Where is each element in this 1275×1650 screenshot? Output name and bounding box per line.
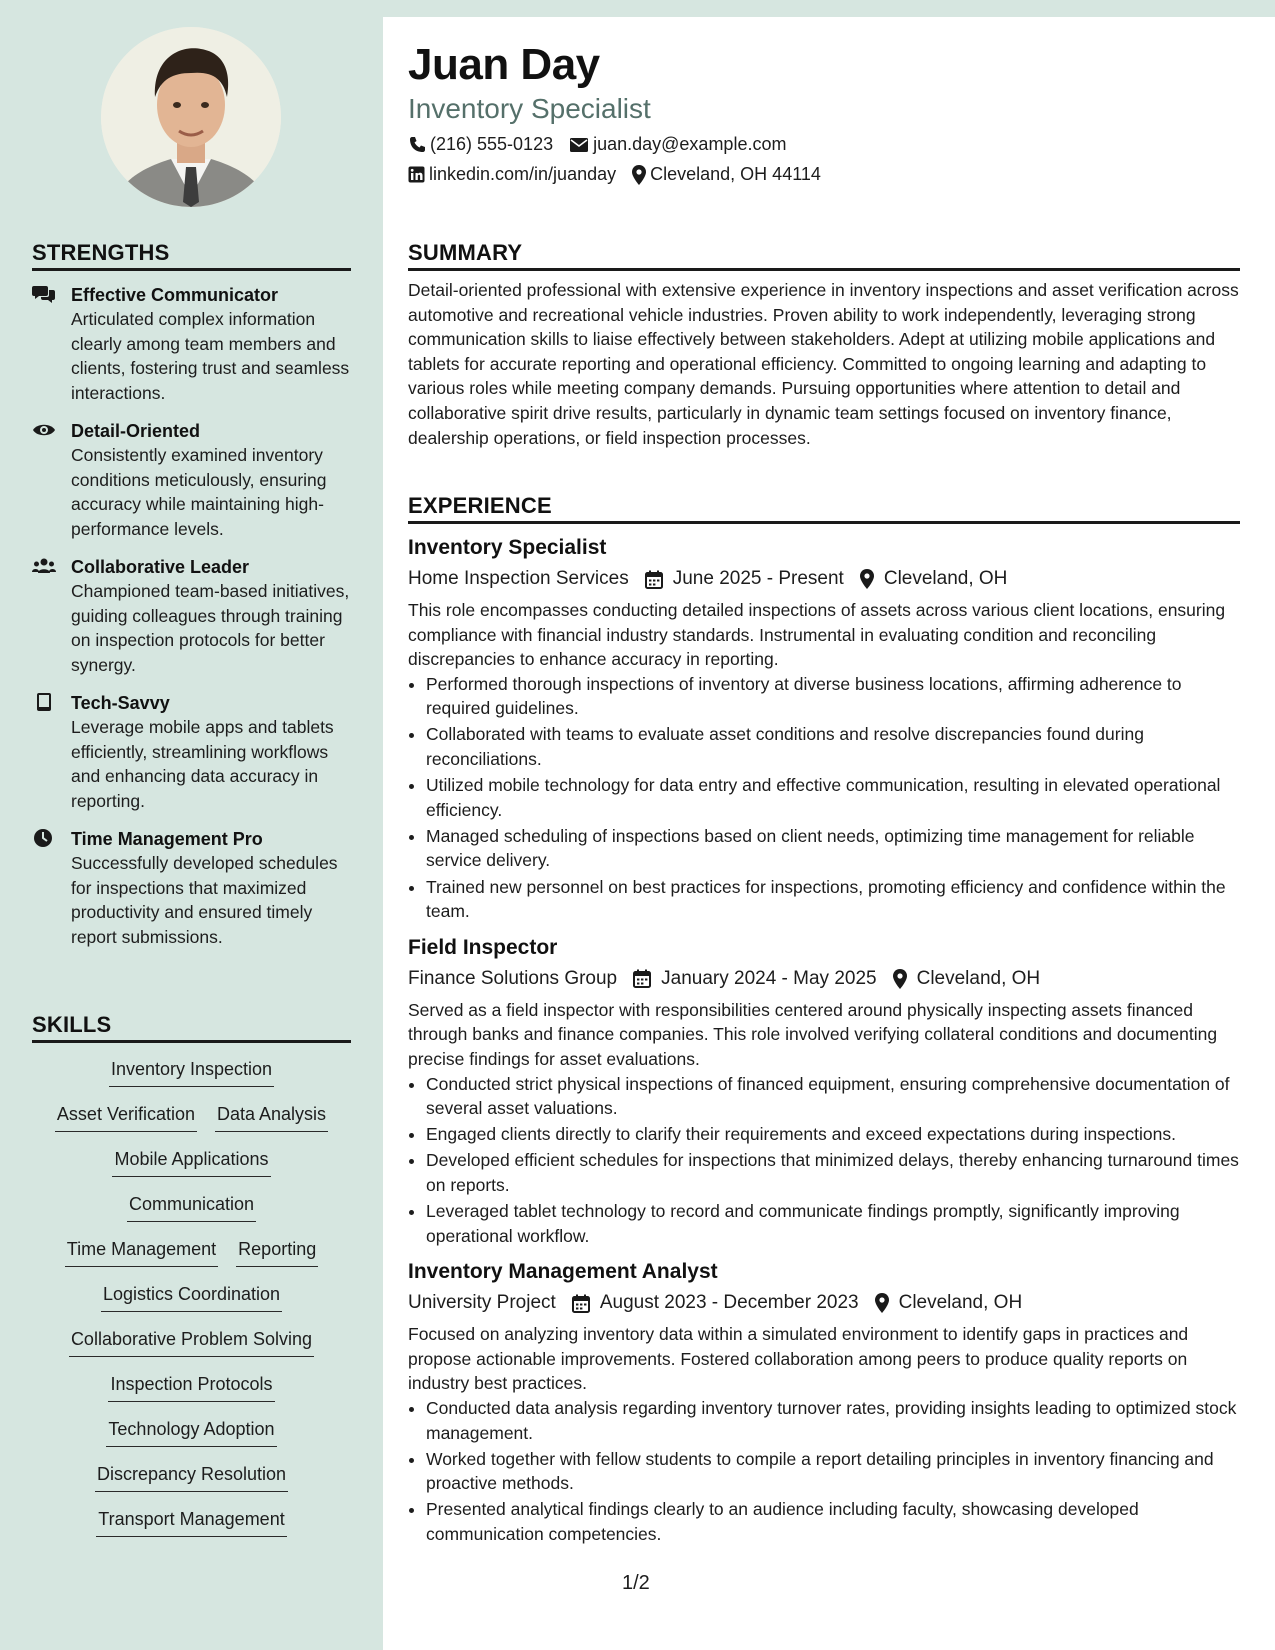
job-bullet: • Managed scheduling of inspections based on client needs, optimizing time management for reliable service delivery. xyxy=(426,824,1240,873)
contact-row-2 xyxy=(408,164,837,185)
location-contact xyxy=(632,164,821,185)
strength-item xyxy=(32,691,351,813)
job-bullet: • Engaged clients directly to clarify their requirements and exceed expectations during inspections. xyxy=(426,1122,1240,1147)
skill-tag: Collaborative Problem Solving xyxy=(69,1327,314,1357)
email-text[interactable]: juan.day@example.com xyxy=(593,134,787,154)
linkedin-contact[interactable] xyxy=(408,164,616,185)
skill-tag: Data Analysis xyxy=(215,1102,328,1132)
calendar-icon xyxy=(572,1294,590,1313)
job-bullets xyxy=(408,672,1240,924)
summary-text: Detail-oriented professional with extensive experience in inventory inspections and asset verification across automotive and recreational vehicle industries. Proven ability to work independently, leveraging strong communication skills to liaise effectively between stakeholders. Adept at utilizing mobile applications and tablets for accurate reporting and operational efficiency. Committed to ongoing learning and adapting to various roles while meeting company demands. Pursuing opportunities where attention to detail and collaborative spirit drive results, particularly in dynamic team settings focused on inventory finance, dealership operations, or field inspection processes. xyxy=(408,280,1239,448)
profile-photo xyxy=(101,27,281,207)
strength-title: Detail-Oriented xyxy=(71,421,201,441)
skill-tag: Transport Management xyxy=(96,1507,286,1537)
experience-heading: EXPERIENCE xyxy=(408,493,1240,524)
job-role: Field Inspector xyxy=(408,935,558,959)
eye-icon xyxy=(32,420,56,440)
job-bullet: • Presented analytical findings clearly to an audience including faculty, showcasing developed communication competencies. xyxy=(426,1497,1240,1546)
skills-list xyxy=(32,1057,351,1552)
job-dates: January 2024 - May 2025 xyxy=(661,967,877,989)
job-description: Focused on analyzing inventory data within a simulated environment to identify gaps in practices and propose actionable improvements. Fostered collaboration among peers to produce quality reports on industry best practices. xyxy=(408,1324,1189,1394)
strength-item xyxy=(32,827,351,949)
strength-item xyxy=(32,555,351,677)
envelope-icon xyxy=(569,137,589,153)
job-bullet: • Utilized mobile technology for data entry and effective communication, resulting in elevated operational efficiency. xyxy=(426,773,1240,822)
skill-tag: Technology Adoption xyxy=(106,1417,276,1447)
job-role: Inventory Specialist xyxy=(408,536,607,559)
skill-tag: Reporting xyxy=(236,1237,318,1267)
strength-title: Effective Communicator xyxy=(71,285,279,305)
summary-section xyxy=(408,240,1240,450)
job-bullet: • Performed thorough inspections of inventory at diverse business locations, affirming adherence to required guidelines. xyxy=(426,672,1240,721)
strength-description: Successfully developed schedules for inspections that maximized productivity and ensured timely report submissions. xyxy=(71,853,338,947)
email-contact[interactable] xyxy=(569,134,786,155)
location-text: Cleveland, OH 44114 xyxy=(650,164,821,184)
clock-icon xyxy=(32,828,56,848)
candidate-name: Juan Day xyxy=(408,40,600,89)
experience-section xyxy=(408,493,1240,1548)
strength-description: Consistently examined inventory conditions meticulously, ensuring accuracy while maintaining high-performance levels. xyxy=(71,445,327,539)
strength-item xyxy=(32,419,351,541)
job-bullet: • Conducted data analysis regarding inventory turnover rates, providing insights leading to optimized stock management. xyxy=(426,1396,1240,1445)
map-marker-icon xyxy=(893,969,907,989)
tablet-icon xyxy=(32,692,56,712)
calendar-icon xyxy=(645,570,663,589)
strength-description: Articulated complex information clearly among team members and clients, fostering trust and seamless interactions. xyxy=(71,309,350,403)
job-entry xyxy=(408,1258,1240,1546)
map-marker-icon xyxy=(875,1293,889,1313)
skill-tag: Inventory Inspection xyxy=(109,1057,274,1087)
job-bullet: • Trained new personnel on best practices for inspections, promoting efficiency and confidence within the team. xyxy=(426,875,1240,924)
phone-icon xyxy=(408,136,426,154)
phone-text: (216) 555-0123 xyxy=(430,134,554,154)
candidate-title: Inventory Specialist xyxy=(408,93,651,124)
strength-title: Tech-Savvy xyxy=(71,693,170,713)
job-meta xyxy=(408,1288,1240,1318)
skills-heading: SKILLS xyxy=(32,1012,351,1043)
skill-tag: Inspection Protocols xyxy=(108,1372,274,1402)
job-bullet: • Conducted strict physical inspections of financed equipment, ensuring comprehensive documentation of several asset valuations. xyxy=(426,1072,1240,1121)
strengths-list xyxy=(32,283,351,949)
skill-tag: Asset Verification xyxy=(55,1102,197,1132)
strength-title: Time Management Pro xyxy=(71,829,263,849)
job-bullet: • Collaborated with teams to evaluate asset conditions and resolve discrepancies found during reconciliations. xyxy=(426,722,1240,771)
job-meta xyxy=(408,964,1240,994)
job-dates: August 2023 - December 2023 xyxy=(599,1292,859,1314)
job-description: This role encompasses conducting detailed inspections of assets across various client locations, ensuring compliance with financial industry standards. Instrumental in evaluating condition and reconciling discrepancies to enhance accuracy in reporting. xyxy=(408,600,1226,670)
skill-tag: Mobile Applications xyxy=(112,1147,270,1177)
strength-description: Championed team-based initiatives, guiding colleagues through training on inspection protocols for better synergy. xyxy=(71,581,350,675)
job-location: Cleveland, OH xyxy=(916,967,1041,989)
job-entry xyxy=(408,934,1240,1248)
job-entry xyxy=(408,534,1240,924)
strength-title: Collaborative Leader xyxy=(71,557,250,577)
summary-heading: SUMMARY xyxy=(408,240,1240,271)
page-number: 1/2 xyxy=(622,1572,650,1594)
skill-tag: Logistics Coordination xyxy=(101,1282,282,1312)
users-icon xyxy=(32,556,56,576)
linkedin-icon xyxy=(408,166,425,183)
job-role: Inventory Management Analyst xyxy=(408,1260,718,1284)
job-company: Home Inspection Services xyxy=(408,568,629,589)
skills-section xyxy=(32,1012,351,1552)
job-bullet: • Leveraged tablet technology to record and communicate findings promptly, significantly improving operational workflow. xyxy=(426,1199,1240,1248)
job-description: Served as a field inspector with responsibilities centered around physically inspecting assets financed through banks and finance companies. This role involved verifying collateral conditions and documenting precise findings for asset evaluations. xyxy=(408,999,1218,1069)
job-company: Finance Solutions Group xyxy=(408,967,618,989)
calendar-icon xyxy=(633,969,651,988)
job-bullet: • Worked together with fellow students to compile a report detailing principles in inventory financing and proactive methods. xyxy=(426,1447,1240,1496)
job-dates: June 2025 - Present xyxy=(672,568,844,589)
job-location: Cleveland, OH xyxy=(883,568,1008,589)
strengths-heading: STRENGTHS xyxy=(32,240,351,271)
job-company: University Project xyxy=(408,1292,556,1314)
contact-row-1 xyxy=(408,134,802,155)
job-bullets xyxy=(408,1072,1240,1249)
phone-contact xyxy=(408,134,553,155)
strengths-section xyxy=(32,240,351,963)
linkedin-text[interactable]: linkedin.com/in/juanday xyxy=(429,164,617,184)
skill-tag: Time Management xyxy=(65,1237,218,1267)
map-marker-icon xyxy=(860,569,874,589)
skill-tag: Communication xyxy=(127,1192,256,1222)
skill-tag: Discrepancy Resolution xyxy=(95,1462,288,1492)
job-bullet: • Developed efficient schedules for inspections that minimized delays, thereby enhancing turnaround times on reports. xyxy=(426,1148,1240,1197)
job-location: Cleveland, OH xyxy=(898,1292,1023,1314)
map-marker-icon xyxy=(632,165,646,185)
job-bullets xyxy=(408,1396,1240,1547)
strength-description: Leverage mobile apps and tablets efficiently, streamlining workflows and enhancing data accuracy in reporting. xyxy=(71,717,334,811)
job-meta xyxy=(408,564,1240,594)
comments-icon xyxy=(32,284,56,304)
strength-item xyxy=(32,283,351,405)
